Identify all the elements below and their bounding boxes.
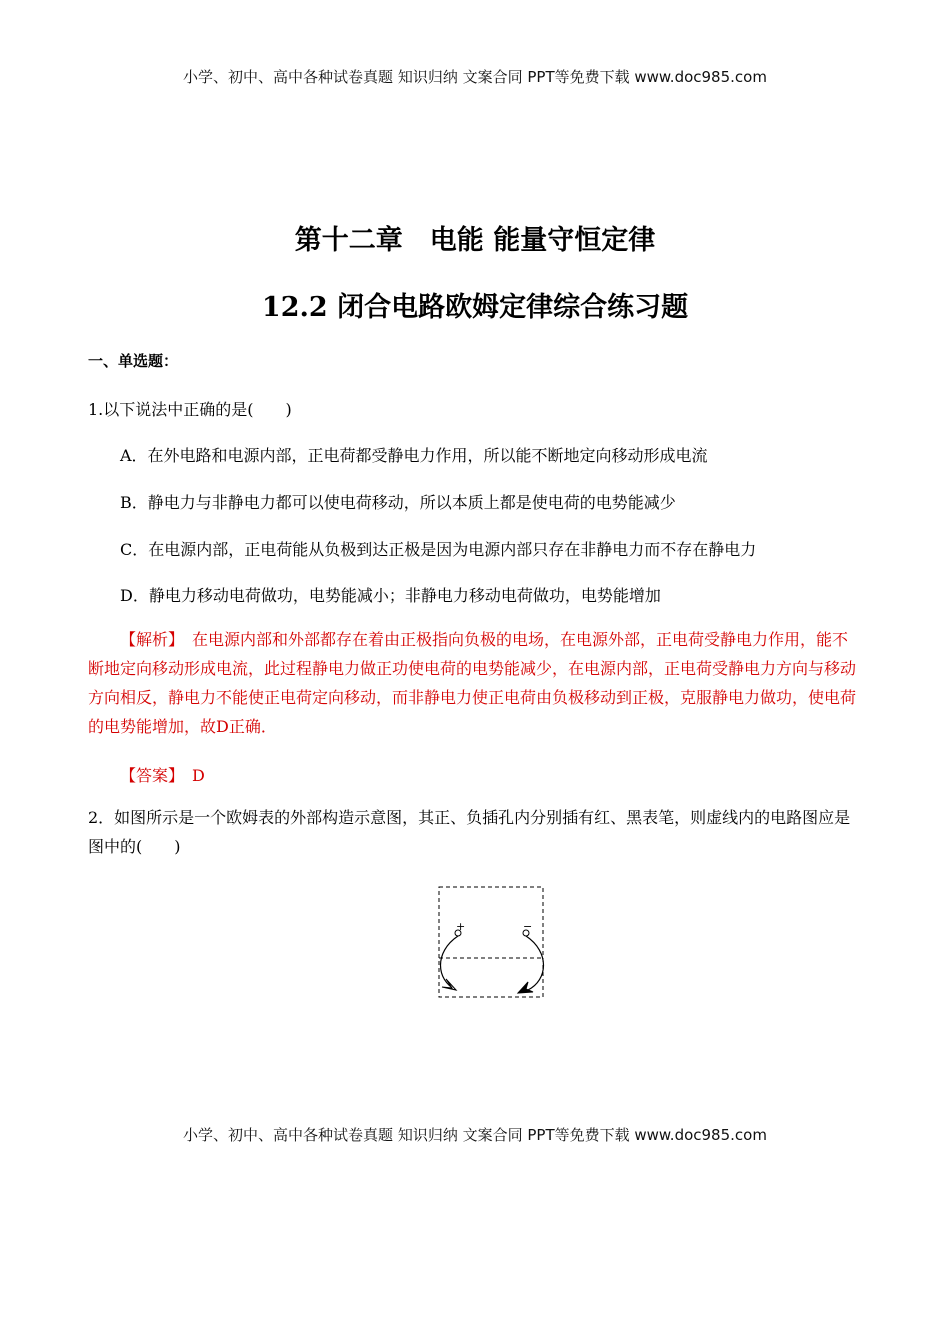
question-1-option-a: A．在外电路和电源内部，正电荷都受静电力作用，所以能不断地定向移动形成电流 bbox=[120, 446, 708, 465]
page-footer: 小学、初中、高中各种试卷真题 知识归纳 文案合同 PPT等免费下载 www.doc985.com bbox=[183, 1126, 767, 1144]
plus-label: + bbox=[456, 920, 466, 933]
lesson-title: 12.2 闭合电路欧姆定律综合练习题 bbox=[261, 292, 689, 323]
ohmmeter-diagram bbox=[430, 880, 550, 1000]
dashed-box bbox=[439, 887, 543, 997]
question-1-option-c: C．在电源内部，正电荷能从负极到达正极是因为电源内部只存在非静电力而不存在静电力 bbox=[120, 540, 757, 559]
question-1-stem: 1.以下说法中正确的是( ) bbox=[88, 400, 292, 419]
analysis-label: 【解析】 bbox=[120, 630, 177, 649]
question-1-analysis bbox=[88, 625, 864, 741]
question-1-option-b: B．静电力与非静电力都可以使电荷移动，所以本质上都是使电荷的电势能减少 bbox=[120, 493, 676, 512]
page-header: 小学、初中、高中各种试卷真题 知识归纳 文案合同 PPT等免费下载 www.doc985.com bbox=[183, 68, 767, 86]
analysis-text: 在电源内部和外部都存在着由正极指向负极的电场，在电源外部，正电荷受静电力作用，能不断地定向移动形成电流，此过程静电力做正功使电荷的电势能减少，在电源内部，正电荷受静电力方向与移动方向相反，静电力不能使正电荷定向移动，而非静电力使正电荷由负极移动到正极，克服静电力做功，使电荷的电势能增加，故D正确． bbox=[88, 630, 857, 736]
black-test-lead bbox=[526, 936, 544, 990]
question-1-option-d: D．静电力移动电荷做功，电势能减小；非静电力移动电荷做功，电势能增加 bbox=[120, 586, 661, 605]
question-2-stem: 2．如图所示是一个欧姆表的外部构造示意图，其正、负插孔内分别插有红、黑表笔，则虚线内的电路图应是图中的( ) bbox=[88, 808, 851, 856]
section-heading: 一、单选题： bbox=[88, 352, 179, 370]
question-1-answer bbox=[120, 763, 205, 786]
answer-label: 【答案】 bbox=[120, 766, 177, 785]
minus-label: − bbox=[523, 920, 533, 933]
answer-value: D bbox=[176, 766, 205, 785]
chapter-title: 第十二章 电能 能量守恒定律 bbox=[294, 225, 656, 256]
black-lead-arrow-icon bbox=[518, 982, 533, 993]
